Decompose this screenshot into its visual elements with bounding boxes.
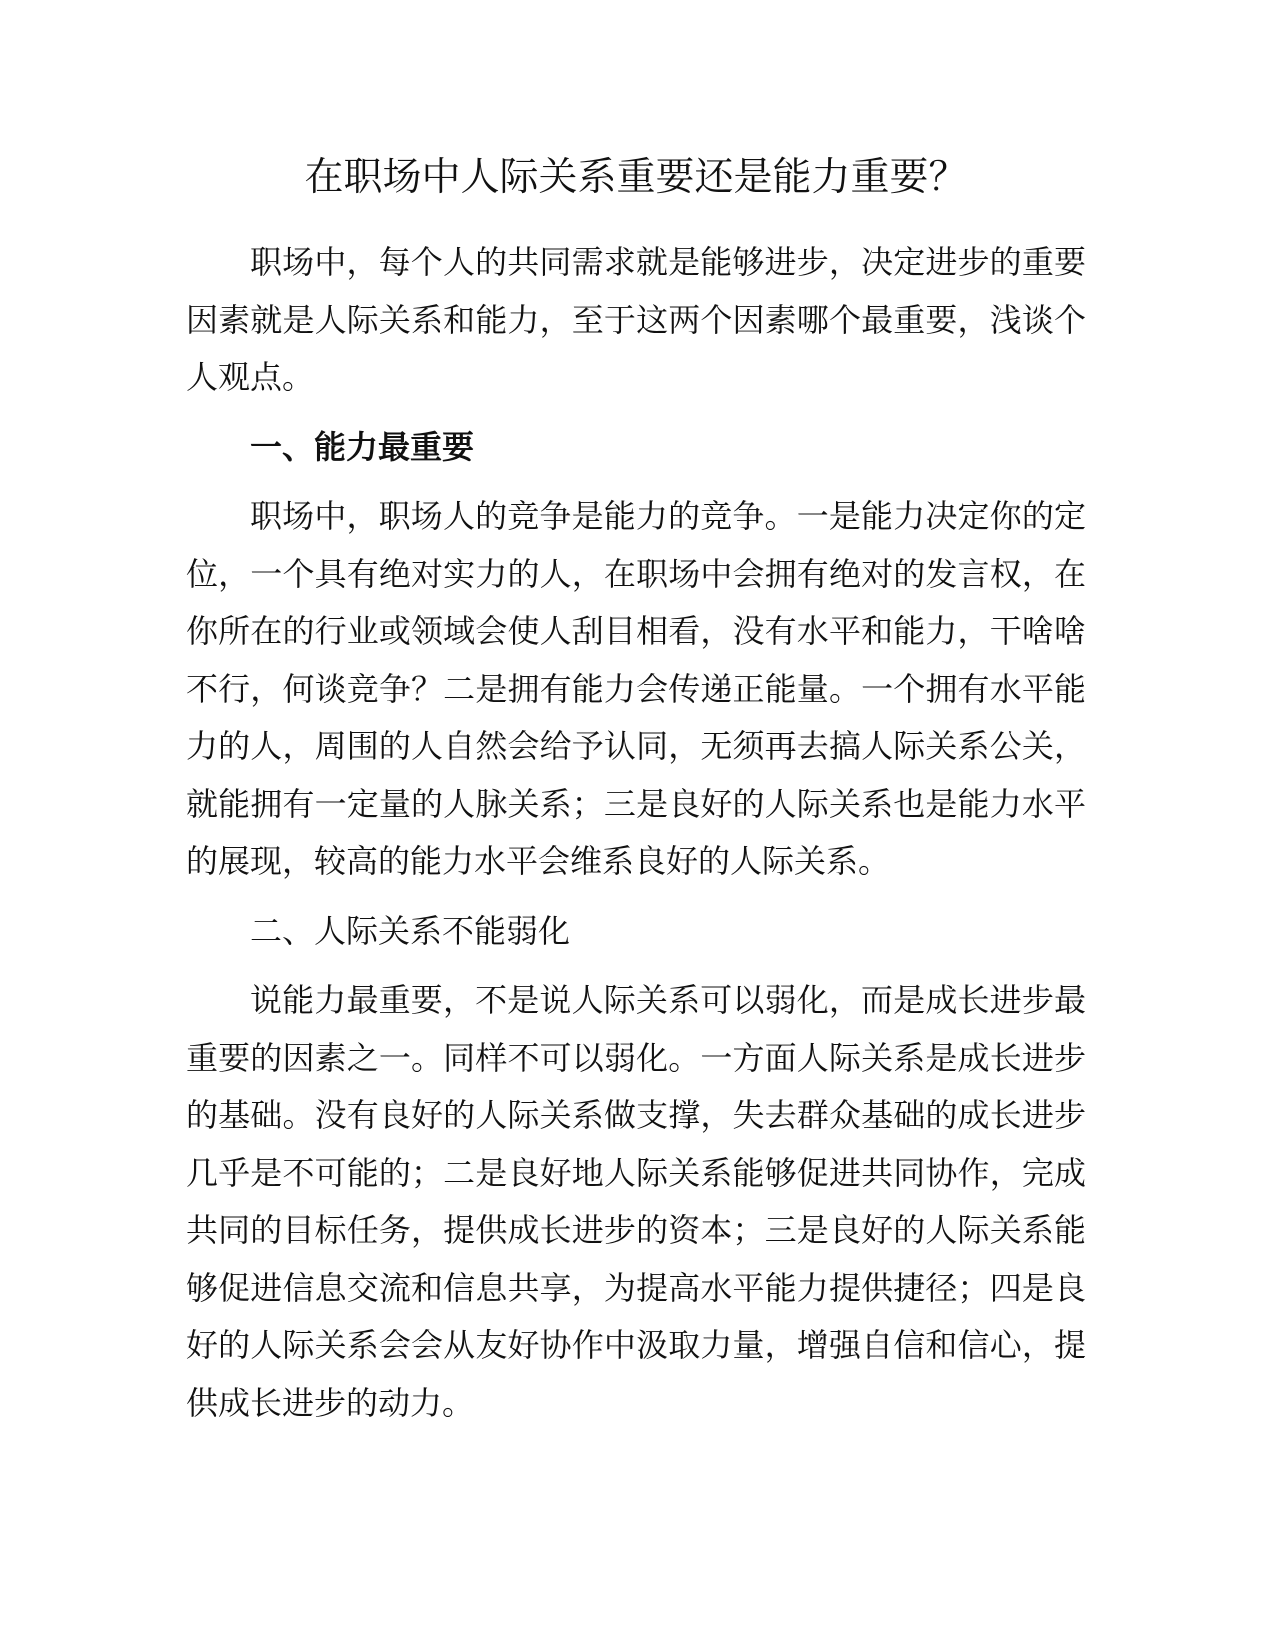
section-2-heading: 二、人际关系不能弱化	[250, 911, 571, 950]
intro-paragraph: 职场中，每个人的共同需求就是能够进步，决定进步的重要因素就是人际关系和能力，至于这两个因素哪个最重要，浅谈个人观点。	[186, 243, 1086, 396]
section-1-paragraph: 职场中，职场人的竞争是能力的竞争。一是能力决定你的定位，一个具有绝对实力的人，在职场中会拥有绝对的发言权，在你所在的行业或领域会使人刮目相看，没有水平和能力，干啥啥不行，何谈竞争？二是拥有能力会传递正能量。一个拥有水平能力的人，周围的人自然会给予认同，无须再去搞人际关系公关，就能拥有一定量的人脉关系；三是良好的人际关系也是能力水平的展现，较高的能力水平会维系良好的人际关系。	[186, 497, 1086, 880]
document-title: 在职场中人际关系重要还是能力重要？	[304, 155, 968, 200]
document-body	[186, 148, 1086, 1432]
section-2-paragraph: 说能力最重要，不是说人际关系可以弱化，而是成长进步最重要的因素之一。同样不可以弱化。一方面人际关系是成长进步的基础。没有良好的人际关系做支撑，失去群众基础的成长进步几乎是不可能的；二是良好地人际关系能够促进共同协作，完成共同的目标任务，提供成长进步的资本；三是良好的人际关系能够促进信息交流和信息共享，为提高水平能力提供捷径；四是良好的人际关系会会从友好协作中汲取力量，增强自信和信心，提供成长进步的动力。	[186, 981, 1086, 1422]
section-1-heading: 一、能力最重要	[250, 427, 475, 466]
